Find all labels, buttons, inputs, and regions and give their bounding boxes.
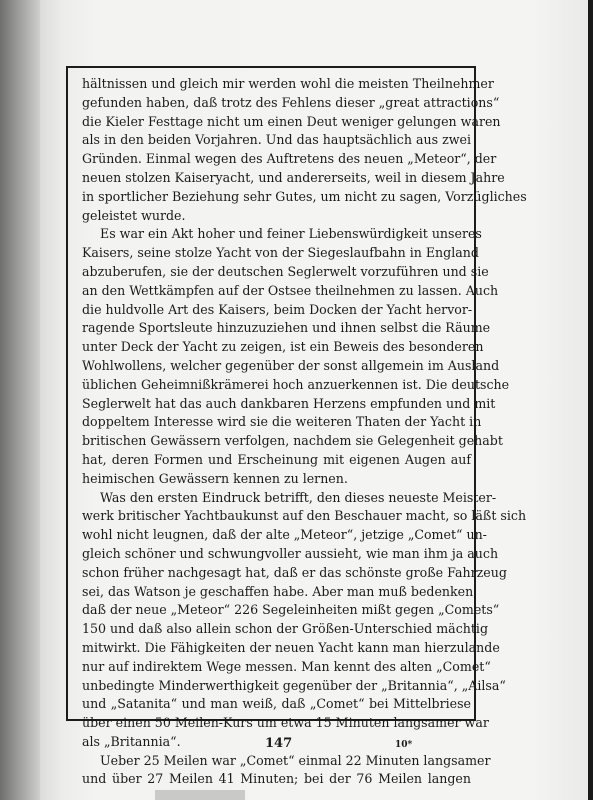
text-line: Ueber 25 Meilen war „Comet“ einmal 22 Minuten langsamer: [100, 752, 491, 768]
text-line: in sportlicher Beziehung sehr Gutes, um nicht zu sagen, Vorzügliches: [82, 188, 527, 204]
text-line: wohl nicht leugnen, daß der alte „Meteor“, jetzige „Comet“ un-: [82, 527, 487, 543]
text-line: sei, das Watson je geschaffen habe. Aber man muß bedenken,: [82, 583, 478, 599]
text-line: Wohlwollens, welcher gegenüber der sonst allgemein im Ausland: [82, 357, 500, 373]
text-line: über einen 50 Meilen-Kurs um etwa 15 Minuten langsamer war: [82, 715, 489, 731]
text-line: ragende Sportsleute hinzuzuziehen und ihnen selbst die Räume: [82, 320, 491, 336]
body-text: [82, 75, 527, 789]
book-spine: [0, 0, 40, 800]
text-line: Es war ein Akt hoher und feiner Liebenswürdigkeit unseres: [100, 226, 482, 242]
text-line: gleich schöner und schwungvoller aussieht, wie man ihm ja auch: [82, 545, 499, 561]
text-line: neuen stolzen Kaiseryacht, und andererseits, weil in diesem Jahre: [82, 169, 505, 185]
text-line: 150 und daß also allein schon der Größen-Unterschied mächtig: [82, 621, 489, 637]
text-line: an den Wettkämpfen auf der Ostsee theilnehmen zu lassen. Auch: [82, 282, 499, 298]
page-number: 147: [265, 736, 293, 751]
text-line: unter Deck der Yacht zu zeigen, ist ein Beweis des besonderen: [82, 339, 484, 355]
text-line: schon früher nachgesagt hat, daß er das schönste große Fahrzeug: [82, 564, 507, 580]
text-line: und über 27 Meilen 41 Minuten; bei der 76 Meilen langen: [82, 771, 471, 787]
text-line: britischen Gewässern verfolgen, nachdem sie Gelegenheit gehabt: [82, 433, 503, 449]
text-line: Was den ersten Eindruck betrifft, den dieses neueste Meister-: [100, 489, 497, 505]
text-line: Gründen. Einmal wegen des Auftretens des neuen „Meteor“, der: [82, 151, 497, 167]
text-line: geleistet wurde.: [82, 207, 186, 223]
text-line: werk britischer Yachtbaukunst auf den Beschauer macht, so läßt sich: [82, 508, 527, 524]
text-line: unbedingte Minderwerthigkeit gegenüber der „Britannia“, „Ailsa“: [82, 677, 506, 693]
text-line: nur auf indirektem Wege messen. Man kennt des alten „Comet“: [82, 658, 491, 674]
text-line: die huldvolle Art des Kaisers, beim Docken der Yacht hervor-: [82, 301, 473, 317]
text-line: üblichen Geheimnißkrämerei hoch anzuerkennen ist. Die deutsche: [82, 376, 510, 392]
text-line: doppeltem Interesse wird sie die weiteren Thaten der Yacht in: [82, 414, 482, 430]
page-edge: [588, 0, 593, 800]
text-line: die Kieler Festtage nicht um einen Deut weniger gelungen waren: [82, 113, 501, 129]
text-line: Kaisers, seine stolze Yacht von der Siegeslaufbahn in England: [82, 245, 479, 261]
text-line: mitwirkt. Die Fähigkeiten der neuen Yacht kann man hierzulande: [82, 639, 500, 655]
text-line: daß der neue „Meteor“ 226 Segeleinheiten mißt gegen „Comets“: [82, 602, 500, 618]
text-line: und „Satanita“ und man weiß, daß „Comet“ bei Mittelbriese: [82, 696, 471, 712]
bottom-smudge: [155, 790, 245, 800]
text-line: hat, deren Formen und Erscheinung mit eigenen Augen auf: [82, 451, 471, 467]
text-line: Seglerwelt hat das auch dankbaren Herzens empfunden und mit: [82, 395, 496, 411]
text-line: hältnissen und gleich mir werden wohl die meisten Theilnehmer: [82, 76, 494, 91]
text-line: als in den beiden Vorjahren. Und das hauptsächlich aus zwei: [82, 132, 471, 148]
text-line: gefunden haben, daß trotz des Fehlens dieser „great attractions“: [82, 94, 500, 110]
signature-mark: 10*: [395, 740, 413, 750]
text-line: als „Britannia“.: [82, 733, 181, 749]
text-line: heimischen Gewässern kennen zu lernen.: [82, 470, 348, 486]
text-line: abzuberufen, sie der deutschen Seglerwelt vorzuführen und sie: [82, 263, 489, 279]
